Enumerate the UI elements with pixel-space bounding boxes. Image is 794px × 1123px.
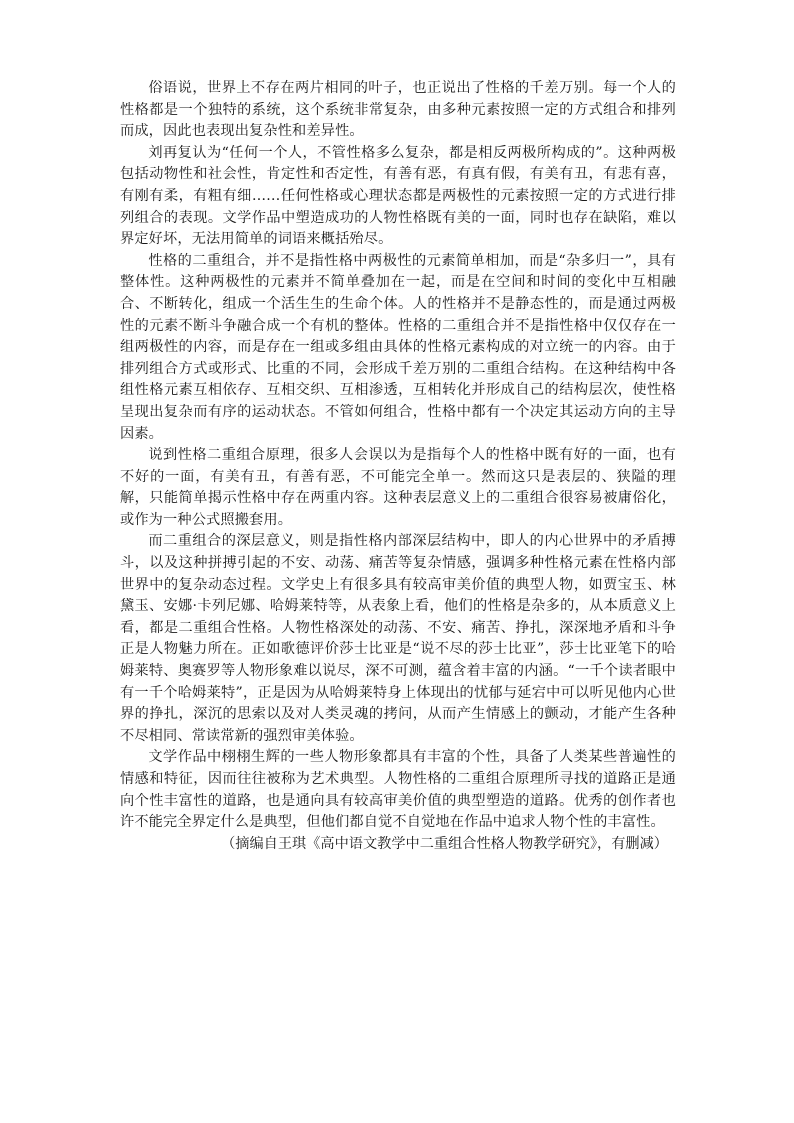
article-body	[120, 78, 676, 855]
paragraph-4: 说到性格二重组合原理，很多人会误以为是指每个人的性格中既有好的一面，也有不好的一面，有美有丑，有善有恶，不可能完全单一。然而这只是表层的、狭隘的理解，只能简单揭示性格中存在两重内容。这种表层意义上的二重组合很容易被庸俗化，或作为一种公式照搬套用。	[120, 447, 676, 528]
paragraph-1: 俗语说，世界上不存在两片相同的叶子，也正说出了性格的千差万别。每一个人的性格都是一个独特的系统，这个系统非常复杂，由多种元素按照一定的方式组合和排列而成，因此也表现出复杂性和差异性。	[120, 80, 676, 140]
paragraph-6: 文学作品中栩栩生辉的一些人物形象都具有丰富的个性，具备了人类某些普遍性的情感和特征，因而往往被称为艺术典型。人物性格的二重组合原理所寻找的道路正是通向个性丰富性的道路，也是通向具有较高审美价值的典型塑造的道路。优秀的创作者也许不能完全界定什么是典型，但他们都自觉不自觉地在作品中追求人物个性的丰富性。	[120, 749, 676, 831]
source-citation: （摘编自王琪《高中语文教学中二重组合性格人物教学研究》，有删减）	[221, 835, 668, 852]
paragraph-3: 性格的二重组合，并不是指性格中两极性的元素简单相加，而是“杂多归一”，具有整体性。这种两极性的元素并不简单叠加在一起，而是在空间和时间的变化中互相融合、不断转化，组成一个活生生的生命个体。人的性格并不是静态性的，而是通过两极性的元素不断斗争融合成一个有机的整体。性格的二重组合并不是指性格中仅仅存在一组两极性的内容，而是存在一组或多组由具体的性格元素构成的对立统一的内容。由于排列组合方式或形式、比重的不同，会形成千差万别的二重组合结构。在这种结构中各组性格元素互相依存、互相交织、互相渗透，互相转化并形成自己的结构层次，使性格呈现出复杂而有序的运动状态。不管如何组合，性格中都有一个决定其运动方向的主导因素。	[120, 252, 676, 442]
paragraph-5: 而二重组合的深层意义，则是指性格内部深层结构中，即人的内心世界中的矛盾搏斗，以及这种拼搏引起的不安、动荡、痛苦等复杂情感，强调多种性格元素在性格内部世界中的复杂动态过程。文学史上有很多具有较高审美价值的典型人物，如贾宝玉、林黛玉、安娜·卡列尼娜、哈姆莱特等，从表象上看，他们的性格是杂多的，从本质意义上看，都是二重组合性格。人物性格深处的动荡、不安、痛苦、挣扎，深深地矛盾和斗争正是人物魅力所在。正如歌德评价莎士比亚是“说不尽的莎士比亚”，莎士比亚笔下的哈姆莱特、奥赛罗等人物形象难以说尽，深不可测，蕴含着丰富的内涵。“一千个读者眼中有一千个哈姆莱特”，正是因为从哈姆莱特身上体现出的忧郁与延宕中可以听见他内心世界的挣扎，深沉的思索以及对人类灵魂的拷问，从而产生情感上的颤动，才能产生各种不尽相同、常读常新的强烈审美体验。	[120, 533, 676, 744]
paragraph-2: 刘再复认为“任何一个人，不管性格多么复杂，都是相反两极所构成的”。这种两极包括动物性和社会性，肯定性和否定性，有善有恶，有真有假，有美有丑，有悲有喜，有刚有柔，有粗有细……任何性格或心理状态都是两极性的元素按照一定的方式进行排列组合的表现。文学作品中塑造成功的人物性格既有美的一面，同时也存在缺陷，难以界定好坏，无法用简单的词语来概括殆尽。	[120, 144, 676, 248]
